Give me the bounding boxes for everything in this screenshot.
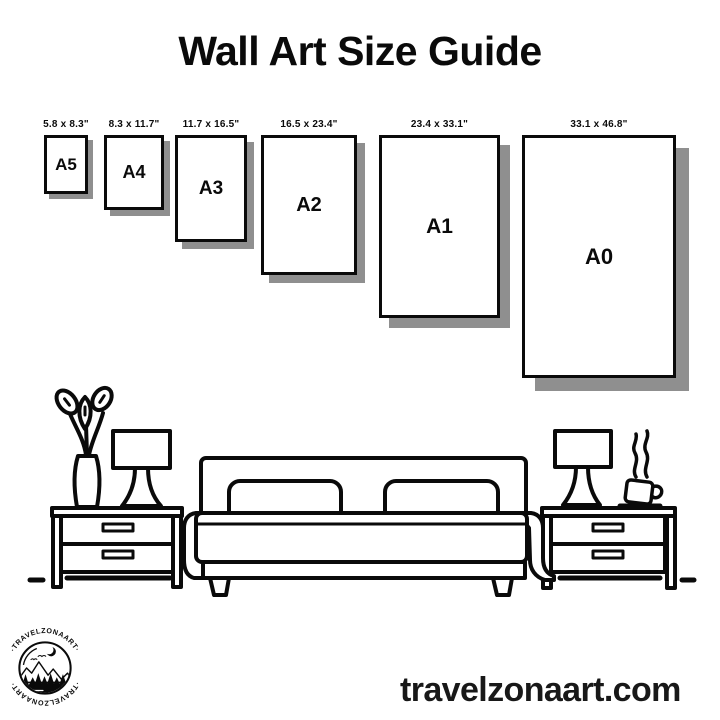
bed-base	[203, 562, 525, 578]
drawer-handle	[103, 551, 133, 558]
size-name: A1	[426, 214, 453, 238]
page-title: Wall Art Size Guide	[178, 28, 542, 74]
drawer-handle	[593, 524, 623, 531]
logo-text-bottom: ·TRAVELZONAART·	[8, 680, 82, 707]
lamp-shade	[555, 431, 611, 467]
size-name: A0	[584, 243, 614, 269]
drawer-handle	[103, 524, 133, 531]
steam-icon	[645, 431, 648, 477]
bed-leg-left	[210, 578, 229, 595]
bed-leg-right	[493, 578, 512, 595]
steam-icon	[634, 434, 637, 477]
lamp-base	[122, 468, 161, 506]
size-box-a0	[522, 135, 676, 378]
size-dimensions-label: 16.5 x 23.4"	[280, 119, 338, 130]
plant-vase	[52, 384, 115, 507]
size-box-a1	[379, 135, 500, 318]
nightstand-right	[542, 508, 675, 588]
lamp-right	[555, 431, 611, 505]
size-name: A4	[122, 162, 146, 182]
lamp-left	[113, 431, 170, 506]
size-name: A5	[55, 154, 77, 174]
size-name: A2	[296, 193, 322, 216]
size-dimensions-label: 8.3 x 11.7"	[108, 119, 160, 130]
size-item-a3	[175, 118, 247, 242]
size-item-a2	[261, 118, 357, 275]
size-box-a3	[175, 135, 247, 242]
brand-logo	[4, 627, 86, 709]
size-item-a4	[104, 118, 164, 210]
nightstand-left	[52, 508, 182, 587]
size-box-a5	[44, 135, 88, 194]
duvet	[196, 513, 527, 562]
cup-body	[625, 479, 653, 504]
vase	[75, 456, 100, 507]
size-dimensions-label: 5.8 x 8.3"	[43, 119, 89, 130]
logo-text-top: ·TRAVELZONAART·	[8, 627, 82, 654]
size-dimensions-label: 33.1 x 46.8"	[570, 119, 628, 130]
drawer-handle	[593, 551, 623, 558]
lamp-base	[563, 467, 600, 505]
logo-bird-icon	[31, 659, 38, 660]
size-box-a4	[104, 135, 164, 210]
size-dimensions-label: 23.4 x 33.1"	[410, 119, 469, 130]
bed	[184, 458, 554, 595]
website-url: travelzonaart.com	[400, 671, 681, 709]
size-item-a0	[522, 118, 676, 378]
size-box-a2	[261, 135, 357, 275]
size-item-a5	[44, 118, 88, 194]
size-name: A3	[198, 177, 224, 199]
coffee-cup	[620, 431, 663, 506]
size-item-a1	[379, 118, 500, 318]
size-dimensions-label: 11.7 x 16.5"	[182, 119, 240, 130]
bedroom-illustration	[0, 380, 720, 600]
lamp-shade	[113, 431, 170, 468]
logo-bird-icon	[38, 655, 46, 656]
